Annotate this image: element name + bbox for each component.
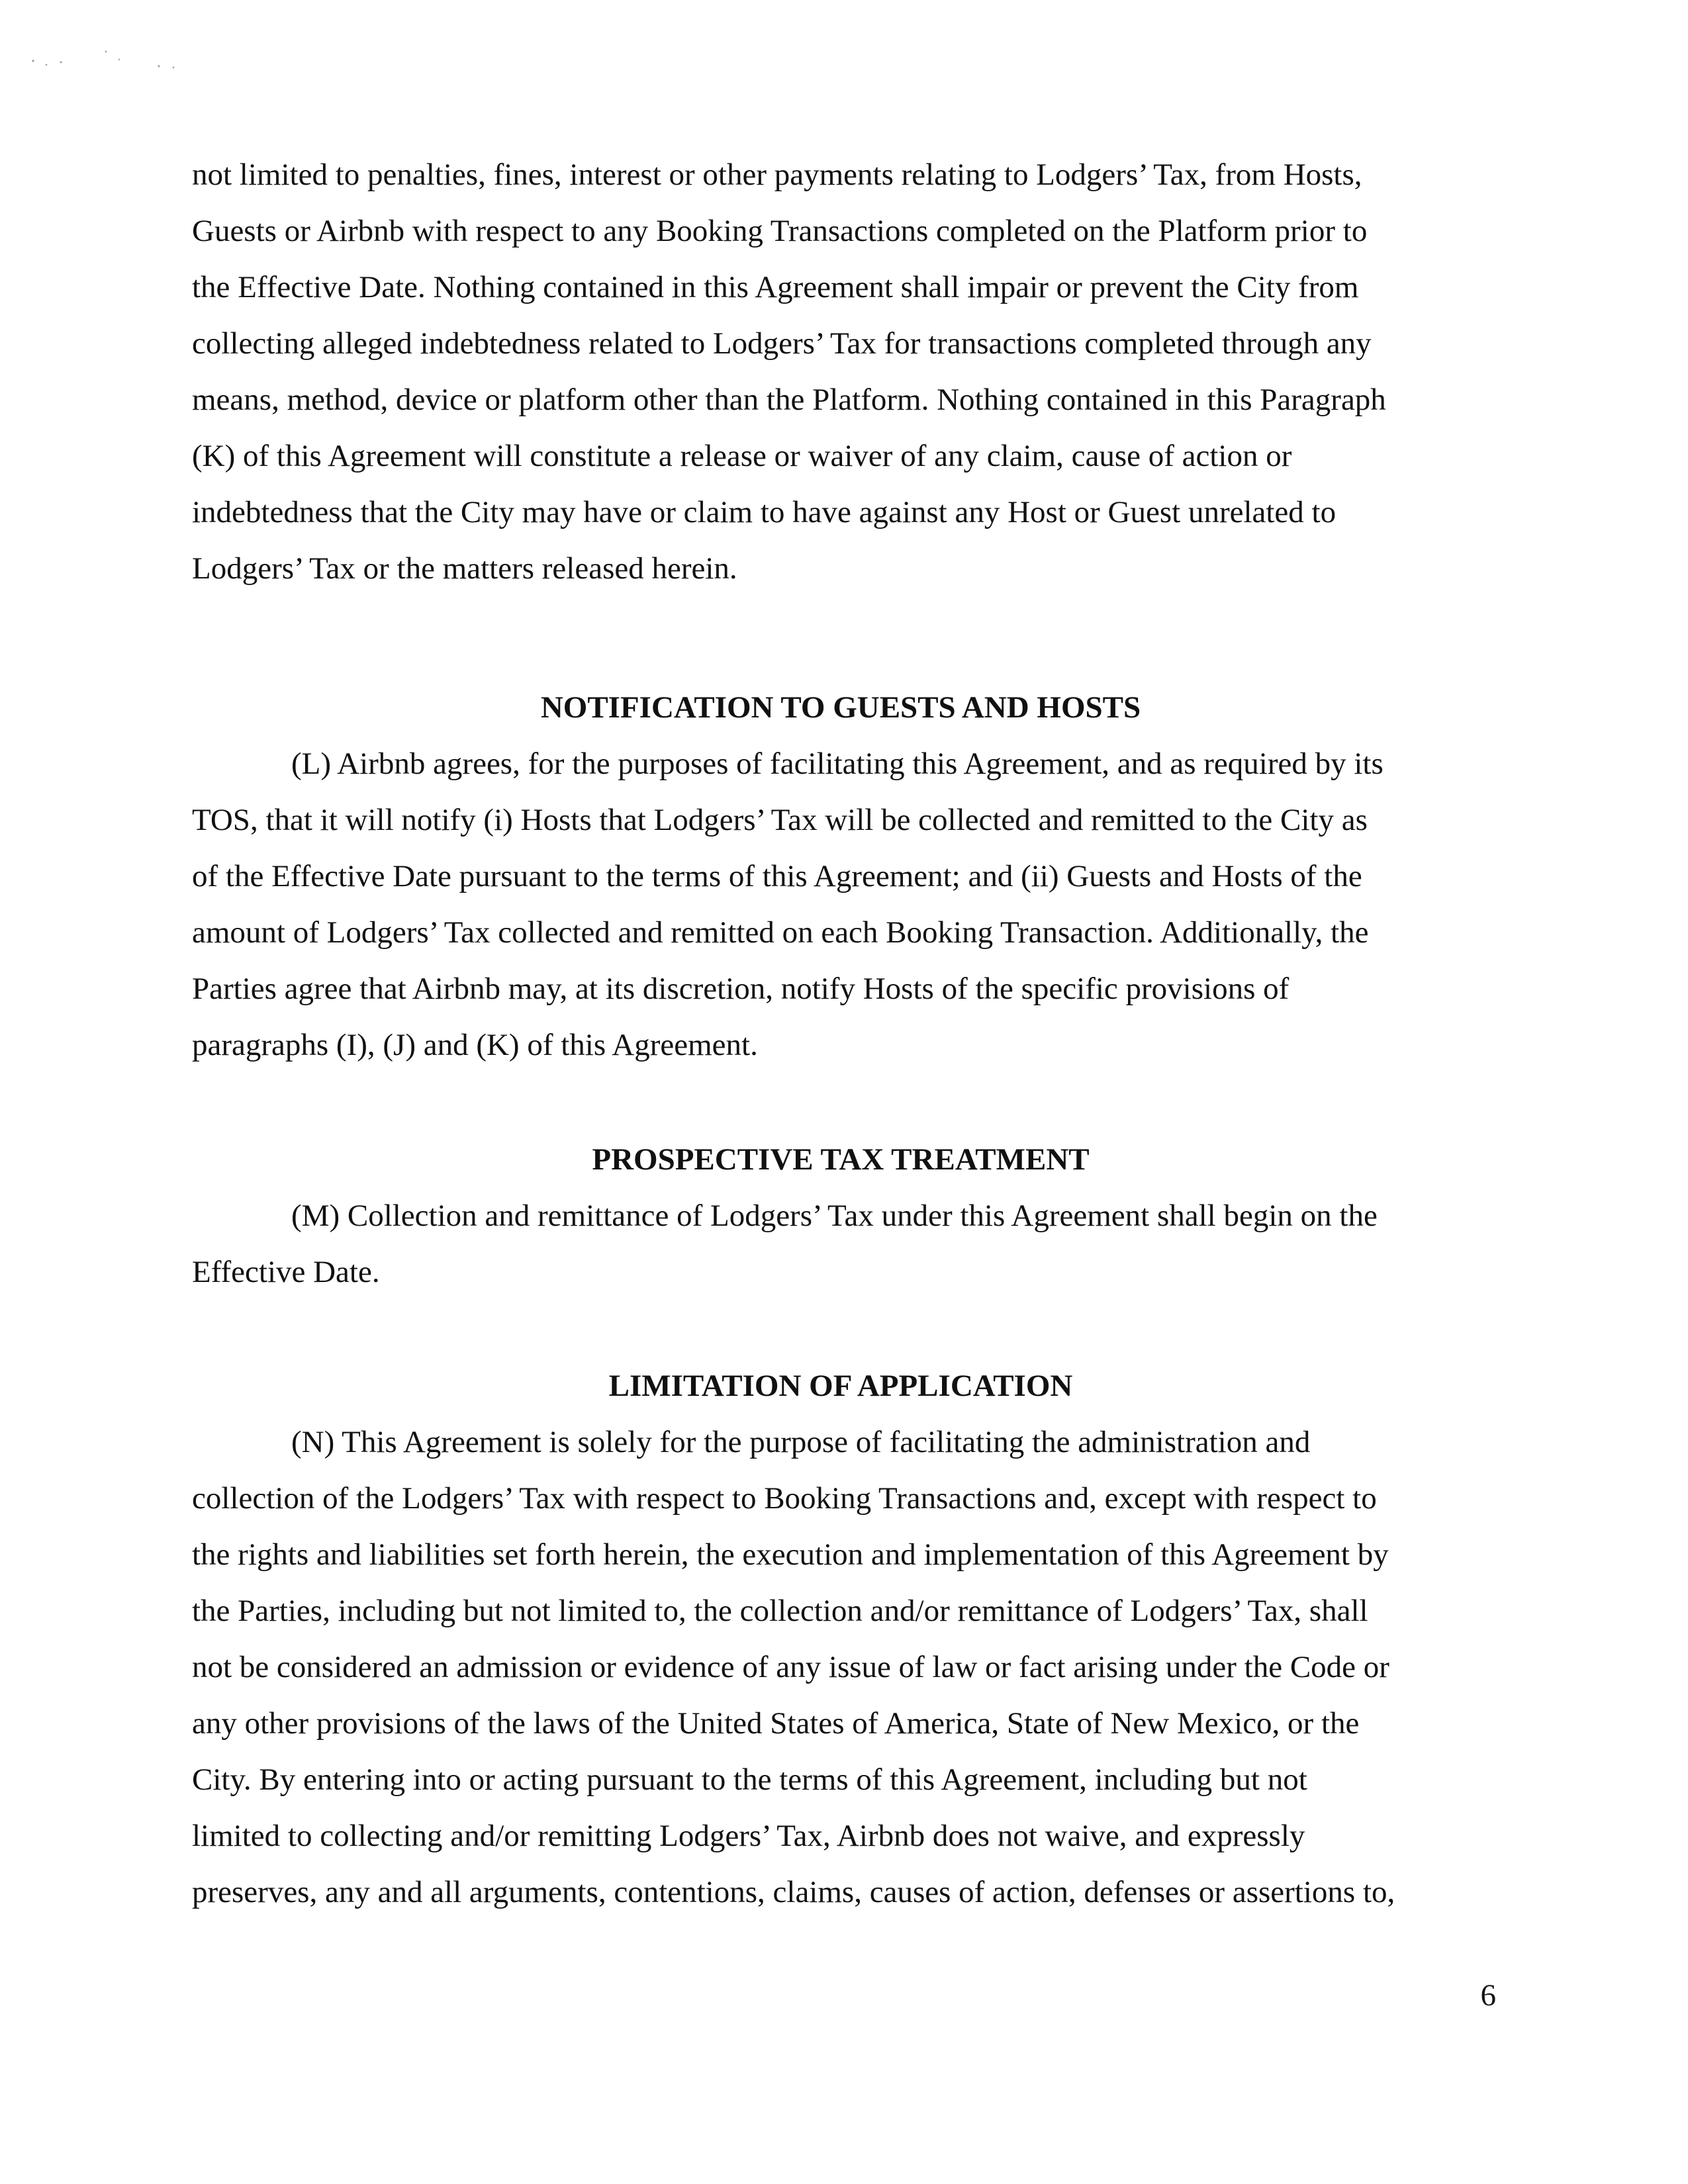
text-line: limited to collecting and/or remitting Lodgers’ Tax, Airbnb does not waive, and expressly xyxy=(192,1819,1305,1853)
text-line: the Parties, including but not limited to, the collection and/or remittance of Lodgers’ Tax, shall xyxy=(192,1594,1368,1628)
section-heading-prospective: PROSPECTIVE TAX TREATMENT xyxy=(592,1142,1090,1177)
text-line: the rights and liabilities set forth herein, the execution and implementation of this Agreement by xyxy=(192,1537,1389,1572)
text-line: Parties agree that Airbnb may, at its discretion, notify Hosts of the specific provisions of xyxy=(192,972,1289,1006)
text-line: Guests or Airbnb with respect to any Booking Transactions completed on the Platform prior to xyxy=(192,214,1368,248)
text-line: Lodgers’ Tax or the matters released herein. xyxy=(192,551,737,586)
paragraph-m xyxy=(192,1188,1489,1300)
section-heading-limitation: LIMITATION OF APPLICATION xyxy=(608,1369,1073,1403)
text-line: not be considered an admission or evidence of any issue of law or fact arising under the Code or xyxy=(192,1650,1389,1684)
text-line: of the Effective Date pursuant to the terms of this Agreement; and (ii) Guests and Hosts of the xyxy=(192,859,1362,893)
text-line: the Effective Date. Nothing contained in this Agreement shall impair or prevent the City from xyxy=(192,270,1359,304)
text-line: Effective Date. xyxy=(192,1255,380,1289)
paragraph-n xyxy=(192,1414,1489,1921)
scan-artifact-specks xyxy=(26,46,199,73)
section-heading-notification: NOTIFICATION TO GUESTS AND HOSTS xyxy=(540,690,1141,725)
text-line: any other provisions of the laws of the United States of America, State of New Mexico, or the xyxy=(192,1706,1360,1741)
text-line: (L) Airbnb agrees, for the purposes of facilitating this Agreement, and as required by its xyxy=(291,747,1383,781)
text-line: means, method, device or platform other than the Platform. Nothing contained in this Paragraph xyxy=(192,383,1386,417)
paragraph-l xyxy=(192,736,1489,1073)
text-line: collection of the Lodgers’ Tax with respect to Booking Transactions and, except with respect to xyxy=(192,1481,1377,1516)
text-line: City. By entering into or acting pursuant to the terms of this Agreement, including but not xyxy=(192,1762,1307,1797)
text-line: collecting alleged indebtedness related to Lodgers’ Tax for transactions completed through any xyxy=(192,326,1372,361)
text-line: not limited to penalties, fines, interest or other payments relating to Lodgers’ Tax, from Hosts, xyxy=(192,158,1362,192)
text-line: amount of Lodgers’ Tax collected and remitted on each Booking Transaction. Additionally, the xyxy=(192,915,1369,950)
paragraph-k-continuation xyxy=(192,147,1489,597)
text-line: (K) of this Agreement will constitute a release or waiver of any claim, cause of action or xyxy=(192,439,1292,473)
text-line: (N) This Agreement is solely for the purpose of facilitating the administration and xyxy=(291,1425,1311,1459)
text-line: paragraphs (I), (J) and (K) of this Agreement. xyxy=(192,1028,758,1062)
page-number: 6 xyxy=(1480,1978,1496,2013)
text-line: indebtedness that the City may have or claim to have against any Host or Guest unrelated to xyxy=(192,495,1336,529)
text-line: TOS, that it will notify (i) Hosts that Lodgers’ Tax will be collected and remitted to the City as xyxy=(192,803,1368,837)
text-line: preserves, any and all arguments, contentions, claims, causes of action, defenses or assertions to, xyxy=(192,1875,1395,1909)
text-line: (M) Collection and remittance of Lodgers’ Tax under this Agreement shall begin on the xyxy=(291,1199,1378,1233)
